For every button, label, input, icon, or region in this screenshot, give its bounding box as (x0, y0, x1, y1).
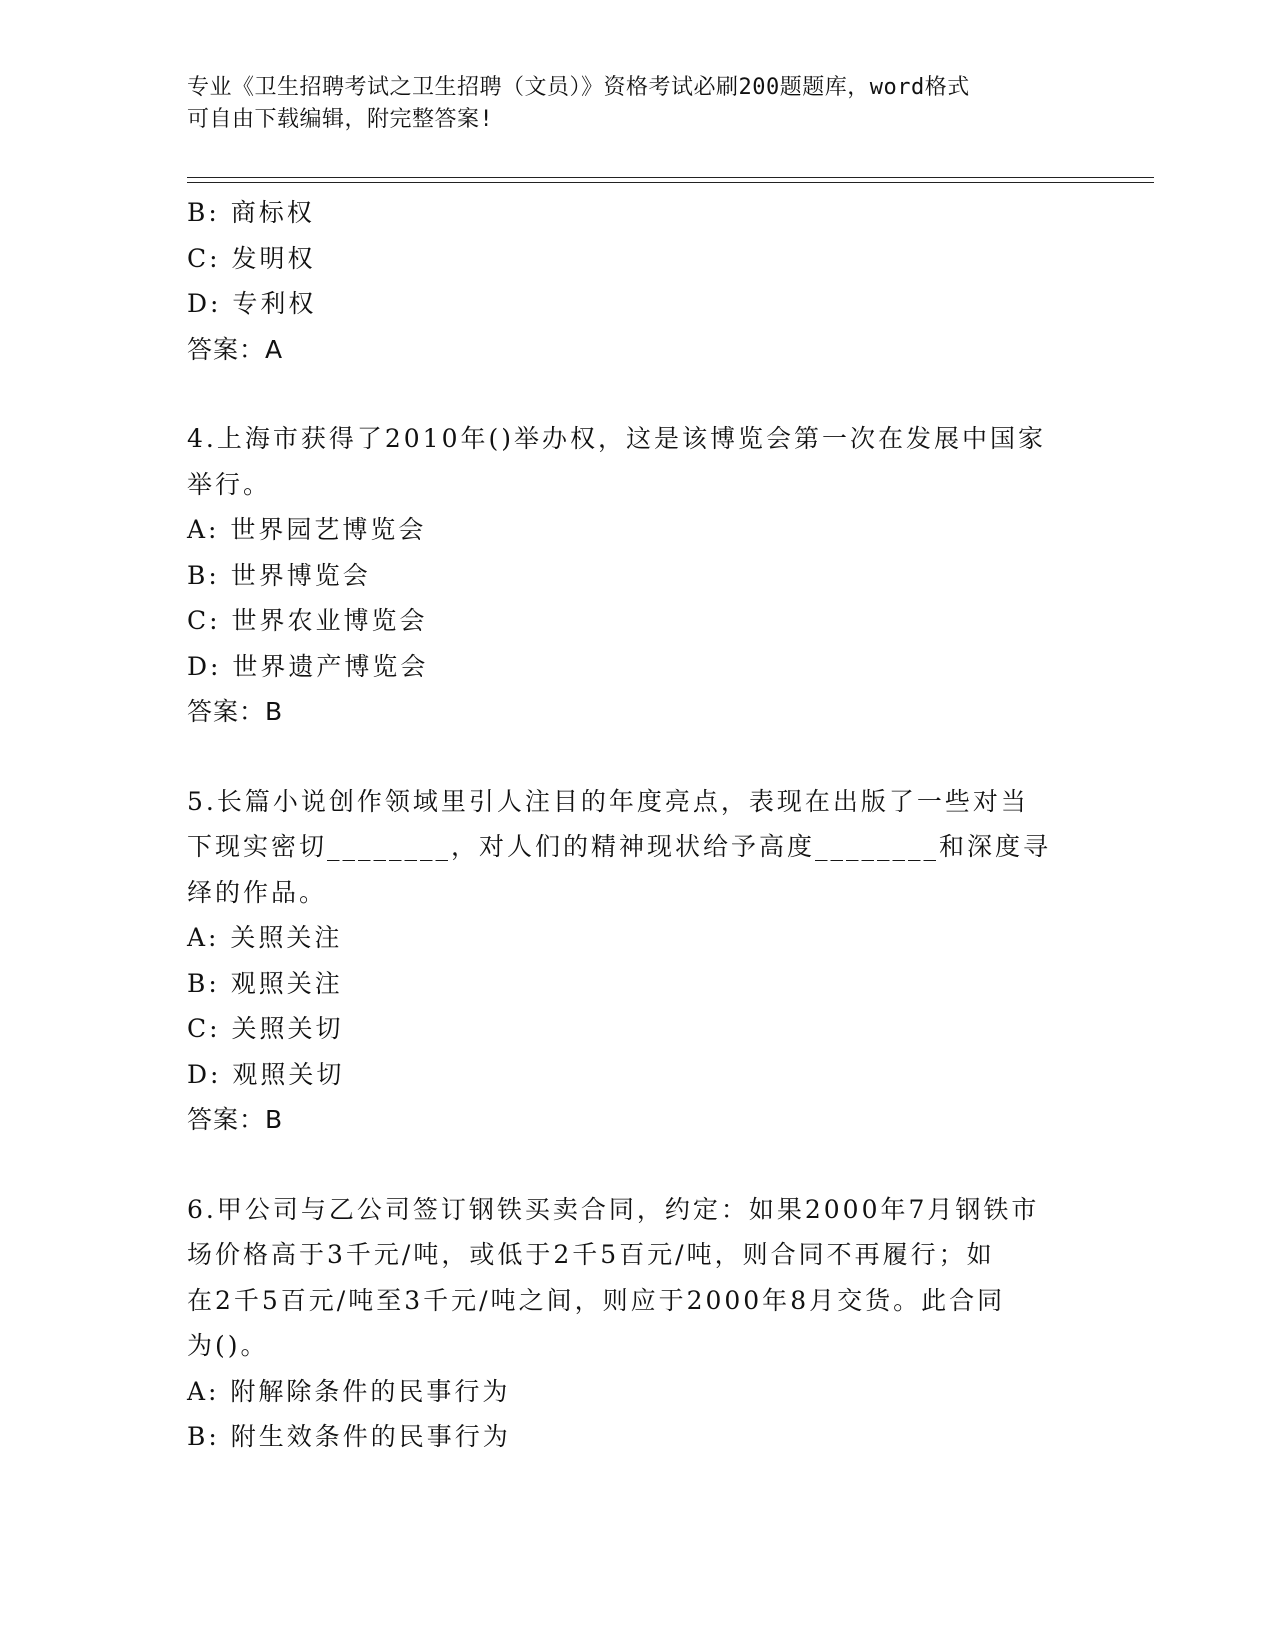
option-a: A: 世界园艺博览会 (187, 515, 427, 544)
question-3 (187, 190, 1087, 372)
option-b: B: 商标权 (187, 198, 315, 227)
document-header (187, 72, 1067, 136)
header-line-2: 可自由下载编辑，附完整答案! (187, 107, 494, 132)
spacer (187, 1143, 1087, 1187)
option-a: A: 附解除条件的民事行为 (187, 1376, 511, 1406)
header-double-rule (187, 177, 1154, 183)
spacer (187, 735, 1087, 779)
option-b: B: 世界博览会 (187, 560, 371, 590)
option-d: D: 专利权 (187, 289, 317, 318)
question-stem-line: 4.上海市获得了2010年()举办权，这是该博览会第一次在发展中国家 (187, 424, 1046, 453)
answer-line: 答案：B (187, 1105, 284, 1134)
option-c: C: 关照关切 (187, 1014, 344, 1043)
option-c: C: 发明权 (187, 243, 316, 273)
question-4 (187, 416, 1087, 735)
option-c: C: 世界农业博览会 (187, 606, 428, 635)
question-stem-line: 5.长篇小说创作领域里引人注目的年度亮点，表现在出版了一些对当 (187, 786, 1029, 816)
option-b: B: 观照关注 (187, 968, 343, 998)
option-d: D: 观照关切 (187, 1059, 345, 1089)
option-a: A: 关照关注 (187, 923, 343, 952)
question-list (187, 190, 1087, 1460)
question-6 (187, 1187, 1087, 1460)
answer-line: 答案：A (187, 334, 284, 364)
question-stem-line: 下现实密切________，对人们的精神现状给予高度________和深度寻 (187, 832, 1052, 861)
question-stem-line: 绎的作品。 (187, 877, 328, 907)
question-stem-line: 举行。 (187, 469, 272, 499)
question-5 (187, 779, 1087, 1143)
answer-line: 答案：B (187, 697, 284, 726)
question-stem-line: 场价格高于3千元/吨，或低于2千5百元/吨，则合同不再履行；如 (187, 1240, 995, 1269)
header-line-1: 专业《卫生招聘考试之卫生招聘（文员）》资格考试必刷200题题库，word格式 (187, 75, 970, 100)
question-stem-line: 6.甲公司与乙公司签订钢铁买卖合同，约定：如果2000年7月钢铁市 (187, 1194, 1040, 1224)
spacer (187, 372, 1087, 416)
option-d: D: 世界遗产博览会 (187, 651, 429, 681)
option-b: B: 附生效条件的民事行为 (187, 1422, 511, 1451)
question-stem-line: 在2千5百元/吨至3千元/吨之间，则应于2000年8月交货。此合同 (187, 1285, 1006, 1315)
question-stem-line: 为()。 (187, 1331, 269, 1360)
